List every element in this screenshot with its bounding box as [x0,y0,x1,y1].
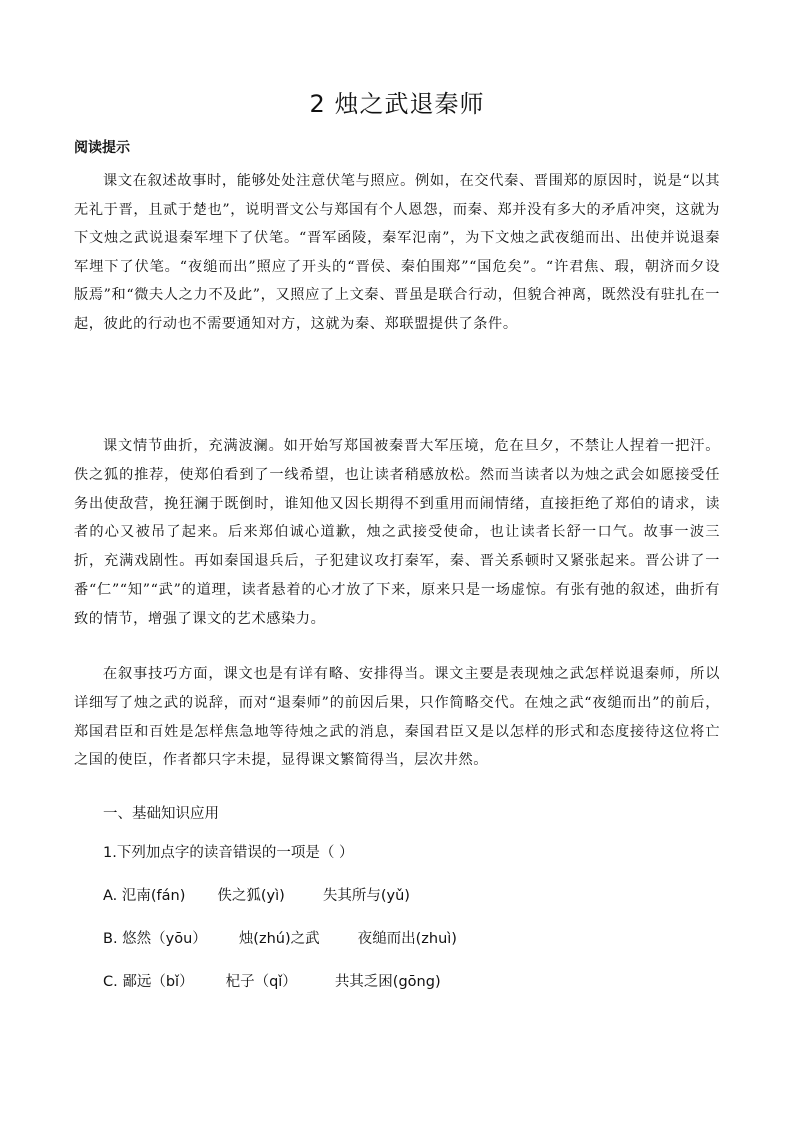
option-c-item-1: C. 鄙远（bǐ） [103,974,194,990]
option-c-item-3: 共其乏困(gōng) [334,974,441,990]
question-1: 1.下列加点字的读音错误的一项是（ ） [103,845,354,861]
option-b [103,927,457,948]
option-c [103,970,441,991]
option-a [103,884,410,905]
option-c-item-2: 杞子（qǐ） [225,974,297,990]
option-b-item-2: 烛(zhú)之武 [238,931,320,947]
option-b-item-3: 夜缒而出(zhuì) [357,931,457,947]
paragraph-2: 课文情节曲折，充满波澜。如开始写郑国被秦晋大军压境，危在旦夕，不禁让人捏着一把汗。佚之狐的推荐，使郑伯看到了一线希望，也让读者稍感放松。然而当读者以为烛之武会如愿接受任务出使敌营，挽狂澜于既倒时，谁知他又因长期得不到重用而闹情绪，直接拒绝了郑伯的请求，读者的心又被吊了起来。后来郑伯诚心道歉，烛之武接受使命，也让读者长舒一口气。故事一波三折，充满戏剧性。再如秦国退兵后，子犯建议攻打秦军，秦、晋关系顿时又紧张起来。晋公讲了一番“仁”“知”“武”的道理，读者悬着的心才放了下来，原来只是一场虚惊。有张有弛的叙述，曲折有致的情节，增强了课文的艺术感染力。 [74,438,720,627]
option-a-item-3: 失其所与(yǔ) [322,888,410,904]
option-a-item-2: 佚之狐(yì) [217,888,285,904]
paragraph-3: 在叙事技巧方面，课文也是有详有略、安排得当。课文主要是表现烛之武怎样说退秦师，所以详细写了烛之武的说辞，而对“退秦师”的前因后果，只作简略交代。在烛之武“夜缒而出”的前后，郑国君臣和百姓是怎样焦急地等待烛之武的消息，秦国君臣又是以怎样的形式和态度接待这位将亡之国的使臣，作者都只字未提，显得课文繁简得当，层次井然。 [74,666,720,769]
section-heading: 一、基础知识应用 [103,806,219,822]
page-title: 2 烛之武退秦师 [309,90,485,118]
paragraph-1: 课文在叙述故事时，能够处处注意伏笔与照应。例如，在交代秦、晋围郑的原因时，说是“以其无礼于晋，且贰于楚也”，说明晋文公与郑国有个人恩怨，而秦、郑并没有多大的矛盾冲突，这就为下文烛之武说退秦军埋下了伏笔。“晋军函陵，秦军氾南”，为下文烛之武夜缒而出、出使并说退秦军埋下了伏笔。“夜缒而出”照应了开头的“晋侯、秦伯围郑”“国危矣”。“许君焦、瑕，朝济而夕设版焉”和“微夫人之力不及此”，又照应了上文秦、晋虽是联合行动，但貌合神离，既然没有驻扎在一起，彼此的行动也不需要通知对方，这就为秦、郑联盟提供了条件。 [74,173,720,332]
option-a-item-1: A. 氾南(fán) [103,888,186,904]
reading-tips-heading: 阅读提示 [74,140,130,156]
option-b-item-1: B. 悠然（yōu） [103,931,207,947]
